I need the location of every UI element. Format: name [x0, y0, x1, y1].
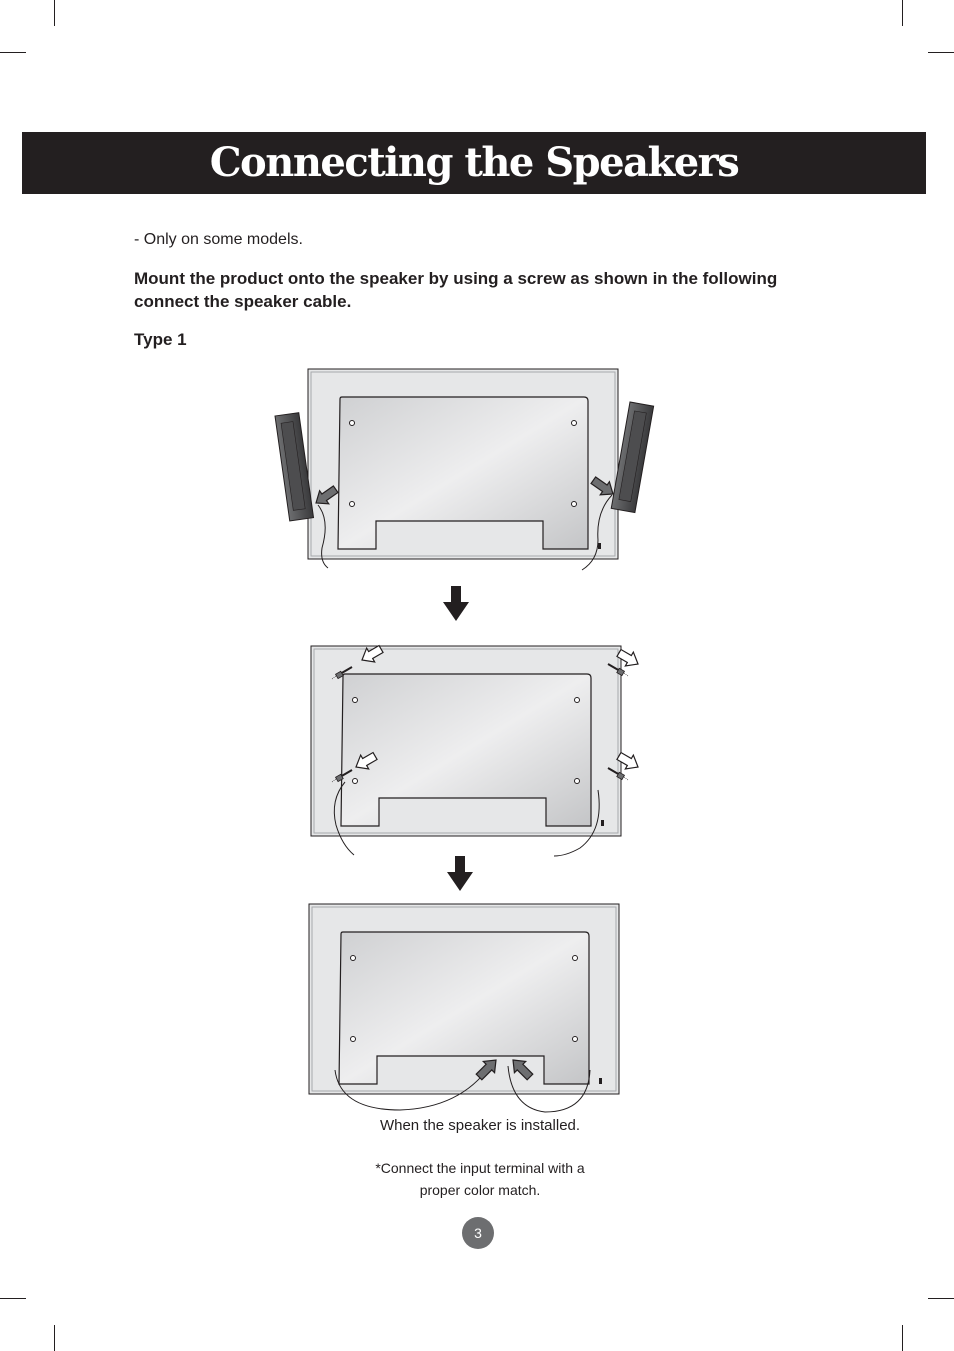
arrow-down-icon: [443, 586, 469, 621]
page-number-badge: 3: [462, 1217, 494, 1249]
mount-instruction: Mount the product onto the speaker by using a screw as shown in the following connect the speaker cable.: [134, 269, 778, 311]
model-note: - Only on some models.: [134, 231, 303, 248]
step1-diagram: [275, 369, 654, 570]
type-label: Type 1: [134, 330, 187, 349]
color-match-caption: *Connect the input terminal with a proper color match.: [375, 1160, 585, 1198]
page-title: Connecting the Speakers: [209, 139, 739, 186]
installed-caption: When the speaker is installed.: [379, 1117, 581, 1134]
step3-diagram: [309, 904, 619, 1112]
arrow-down-icon: [447, 856, 473, 891]
step2-diagram: [311, 642, 642, 856]
